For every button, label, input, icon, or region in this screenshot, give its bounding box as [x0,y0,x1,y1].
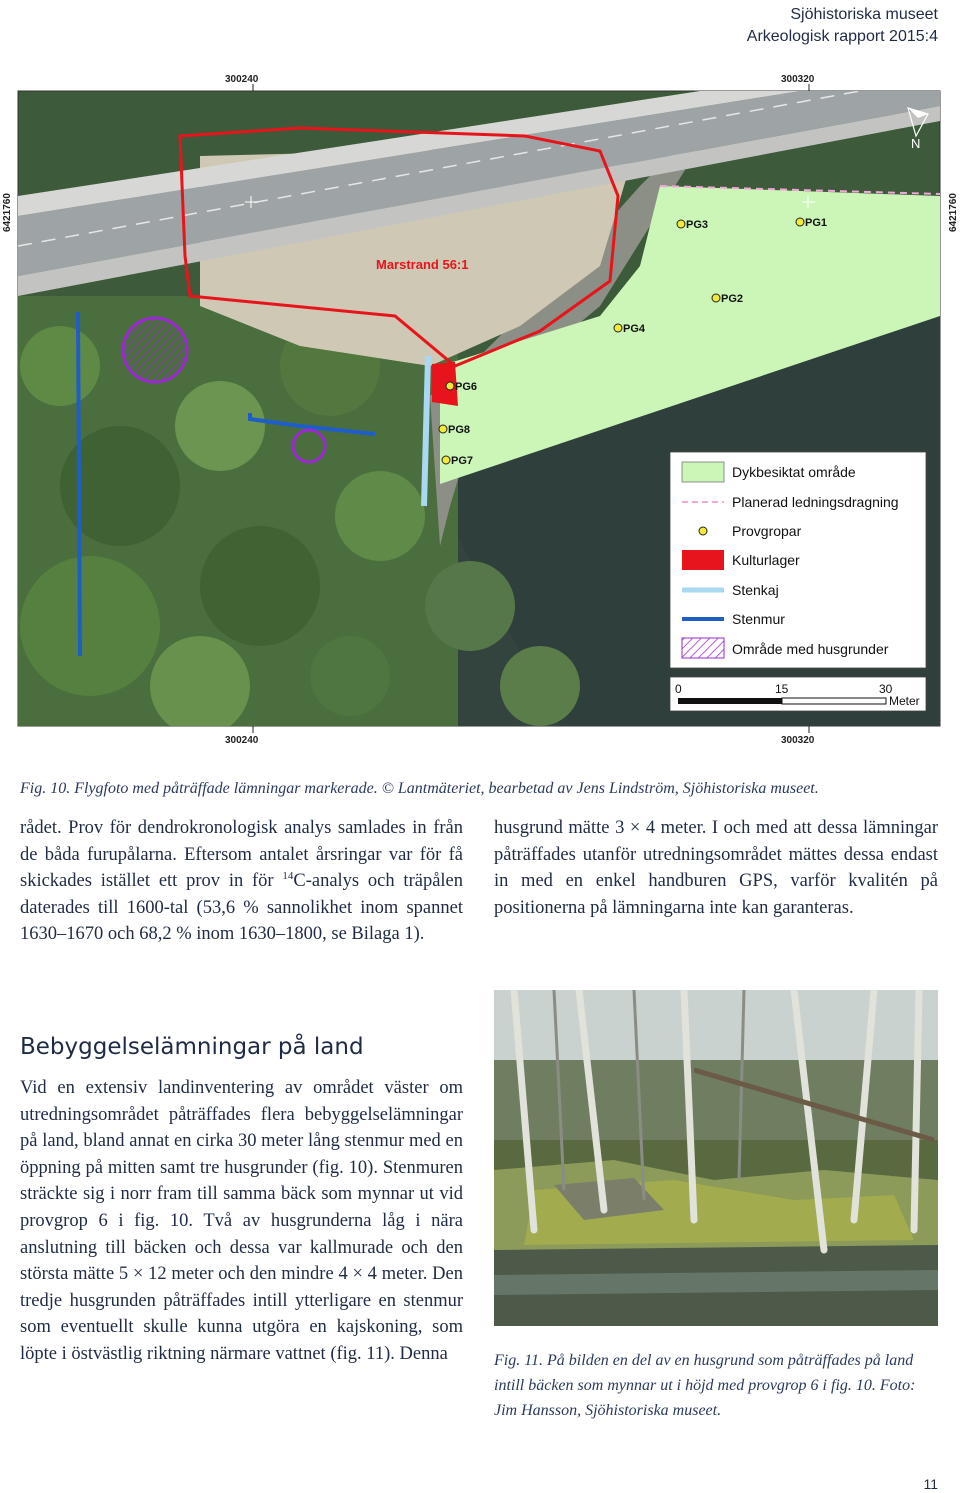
coord-bottom-right: 300320 [781,735,815,746]
paragraph-text-a: rådet. Prov för dendrokronologisk analys samlades in från de båda furupålarna. Eftersom antalet årsringar var för få skickades istället ett prov in för [20,818,463,892]
coord-left: 6421760 [2,193,13,232]
legend-item-test-pits: Provgropar [732,523,802,539]
site-label: Marstrand 56:1 [376,257,469,272]
scale-bar [670,677,926,711]
legend-item-surveyed: Dykbesiktat område [732,464,856,480]
header-publisher: Sjöhistoriska museet [790,6,938,23]
test-pit-label-pg7: PG7 [451,455,474,467]
house-foundation-area-1 [123,318,187,382]
coord-top-right: 300320 [781,74,815,85]
column2-paragraph: husgrund mätte 3 × 4 meter. I och med att dessa lämningar påträffades utanför utredningsområdet mättes dessa endast in med en enkel handburen GPS, varför kvalitén på positionerna på lämningarna inte kan garanteras. [494,818,938,918]
test-pit-label-pg8: PG8 [448,424,471,436]
running-header [747,4,938,48]
superscript-14: 14 [282,870,294,883]
test-pit-label-pg3: PG3 [686,219,709,231]
coord-bottom-left: 300240 [225,735,259,746]
legend-item-stone-quay: Stenkaj [732,582,779,598]
legend-item-stone-wall: Stenmur [732,611,785,627]
coord-top-left: 300240 [225,74,259,85]
stone-wall-1 [78,312,80,656]
aerial-map-figure [0,66,960,746]
fig10-caption: Fig. 10. Flygfoto med påträffade lämningar markerade. © Lantmäteriet, bearbetad av Jens Lindström, Sjöhistoriska museet. [20,780,819,797]
scale-unit: Meter [889,694,920,708]
column1-paragraph [20,815,463,948]
test-pit-label-pg1: PG1 [805,217,828,229]
section-heading: Bebyggelselämningar på land [20,1034,364,1060]
legend-item-house-foundations: Område med husgrunder [732,641,889,657]
test-pit-label-pg4: PG4 [623,323,646,335]
forest-photo [494,990,938,1326]
test-pit-label-pg2: PG2 [721,293,744,305]
legend-item-cultural-layer: Kulturlager [732,552,800,568]
stone-quay [424,356,428,506]
section-paragraph: Vid en extensiv landinventering av området väster om utredningsområdet påträffades flera bebyggelselämningar på land, bland annat en cirka 30 meter lång stenmur med en öppning på mitten samt tre husgrunder (fig. 10). Stenmuren sträckte sig i norr fram till samma bäck som mynnar ut vid provgrop 6 i fig. 10. Två av husgrunderna låg i nära anslutning till bäcken och dessa var kallmurade och den största mätte 5 × 12 meter och den mindre 4 × 4 meter. Den tredje husgrunden påträffades intill ytterligare en stenmur som eventuellt skulle kunna utgöra en kajskoning, som löpte i östvästlig riktning närmare vattnet (fig. 11). Denna [20,1078,463,1364]
map-legend [670,452,926,668]
coord-right: 6421760 [948,193,959,232]
north-label: N [911,136,921,151]
test-pit-label-pg6: PG6 [455,381,478,393]
paragraph-text-b: C-analys och träpålen daterades till 1600-tal (53,6 % sannolikhet inom spannet 1630–1670 och 68,2 % inom 1630–1800, se Bilaga 1). [20,871,464,945]
scale-tick-0: 0 [675,682,682,696]
fig11-caption: Fig. 11. På bilden en del av en husgrund som påträffades på land intill bäcken som mynnar ut i höjd med provgrop 6 i fig. 10. Foto: Jim Hansson, Sjöhistoriska museet. [494,1352,916,1419]
scale-tick-15: 15 [775,682,789,696]
legend-item-cable: Planerad ledningsdragning [732,494,899,510]
scale-tick-30: 30 [879,682,893,696]
aerial-map [0,66,960,746]
page-number: 11 [923,1476,938,1492]
header-report: Arkeologisk rapport 2015:4 [746,28,938,45]
